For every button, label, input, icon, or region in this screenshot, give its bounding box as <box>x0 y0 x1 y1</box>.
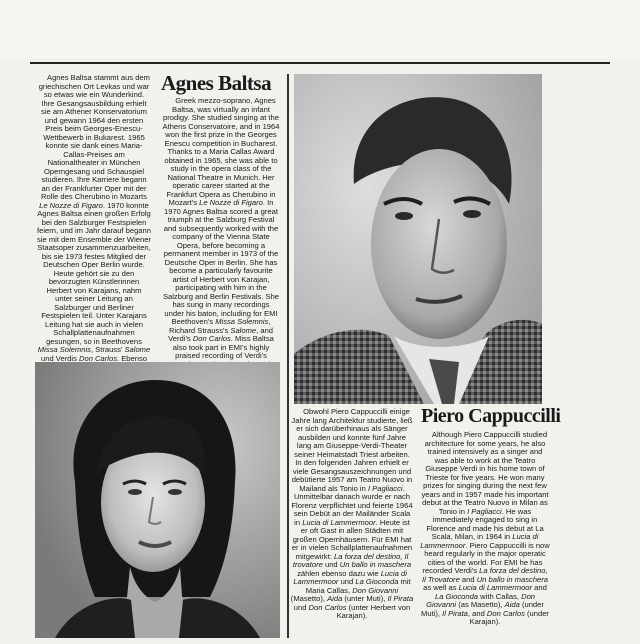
baltsa-english-bio <box>162 97 280 369</box>
baltsa-portrait-image <box>35 362 280 638</box>
column-divider <box>287 74 289 638</box>
cappuccilli-german-bio <box>290 408 414 621</box>
cappuccilli-name-heading: Piero Cappuccilli <box>421 405 561 427</box>
cappuccilli-english-bio <box>420 431 550 627</box>
baltsa-german-bio <box>37 74 151 389</box>
baltsa-german-paragraph: Agnes Baltsa stammt aus dem griechischen Ort Levkas und war so etwas wie ein Wunderkind. Ihre Gesangsausbildung erhielt sie am Athener Konservatorium und gewann 1964 den ersten Preis beim Georges-Enescu-Wettbewerb in Bukarest. 1965 konnte sie dank eines Maria-Callas-Preises am Nationaltheater in München Operngesang und Schauspiel studieren. Ihre Karriere begann an der Frankfurter Oper mit der Rolle des Cherubino in Mozarts Le Nozze di Figaro. 1970 konnte Agnes Baltsa einen großen Erfolg bei den Salzburger Festspielen feiern, und im Jahr darauf begann sie mit dem Ensemble der Wiener Staatsoper zusammenzuarbeiten, bis sie 1973 festes Mitglied der Deutschen Oper Berlin wurde. Heute gehört sie zu den bevorzugten Künstlerinnen Herbert von Karajans, nahm unter seiner Leitung an Salzburger und Berliner Festspielen teil. Unter Karajans Leitung hat sie auch in vielen Schallplattenaufnahmen gesungen, so in Beethovens Missa Solemnis, Strauss' Salome und Verdis Don Carlos. Ebenso <box>37 73 151 363</box>
baltsa-name-heading: Agnes Baltsa <box>161 71 272 95</box>
cappuccilli-portrait-photo <box>294 74 542 404</box>
cappuccilli-portrait-image <box>294 74 542 404</box>
cappuccilli-german-paragraph: Obwohl Piero Cappuccilli einige Jahre lang Architektur studierte, ließ er sich darüberhinaus als Sänger ausbilden und konnte fünf Jahre lang am Giuseppe-Verdi-Theater seiner Heimatstadt Triest arbeiten. In den folgenden Jahren erhielt er viele Gesangsauszeichnungen und debütierte 1957 am Teatro Nuovo in Mailand als Tonio in I Pagliacci. Unmittelbar danach wurde er nach Florenz verpflichtet und feierte 1964 sein Debüt an der Mailänder Scala in Lucia di Lammermoor. Heute ist er oft Gast in allen Städten mit großen Opernhäusern. Für EMI hat er in vielen Schallplattenaufnahmen mitgewirkt: La forza del destino, Il trovatore und Un ballo in maschera zählen ebenso dazu wie Lucia di Lammermoor und La Gioconda mit Maria Callas, Don Giovanni (Masetto), Aida (unter Muti), Il Pirata und Don Carlos (unter Herbert von Karajan). <box>290 407 414 620</box>
top-rule <box>30 62 610 64</box>
top-margin <box>0 0 640 58</box>
cappuccilli-english-paragraph: Although Piero Cappuccilli studied architecture for some years, he also trained intensively as a singer and was able to work at the Teatro Giuseppe Verdi in his home town of Trieste for five years. He won many prizes for singing during the next few years and in 1957 made his important debut at the Teatro Nuovo in Milan as Tonio in I Pagliacci. He was immediately engaged to sing in Florence and made his debut at La Scala, Milan, in 1964 in Lucia di Lammermoor. Piero Cappuccilli is now heard regularly in the major operatic cities of the world. For EMI he has recorded Verdi's La forza del destino, Il Trovatore and Un ballo in maschera as well as Lucia di Lammermoor and La Gioconda with Callas, Don Giovanni (as Masetto), Aida (under Muti), Il Pirata, and Don Carlos (under Karajan). <box>420 430 550 626</box>
baltsa-english-paragraph: Greek mezzo-soprano, Agnes Baltsa, was virtually an infant prodigy. She studied singing at the Athens Conservatoire, and in 1964 won the first prize in the Georges Enescu competition in Bucharest. Thanks to a Maria Callas Award obtained in 1965, she was able to study in the opera class of the National Theatre in Munich. Her operatic career started at the Frankfurt Opera as Cherubino in Mozart's Le Nozze di Figaro. In 1970 Agnes Baltsa scored a great triumph at the Salzburg Festival and subsequently worked with the company of the Vienna State Opera, before becoming a permanent member in 1973 of the Deutsche Oper in Berlin. She has become a particularly favourite artist of Herbert von Karajan, participating with him in the Salzburg and Berlin Festivals. She has sung in many recordings under his baton, including for EMI Beethoven's Missa Solemnis, Richard Strauss's Salome, and Verdi's Don Carlos. Miss Baltsa also took part in EMI's highly praised recording of Verdi's <box>162 96 280 360</box>
baltsa-portrait-photo <box>35 362 280 638</box>
